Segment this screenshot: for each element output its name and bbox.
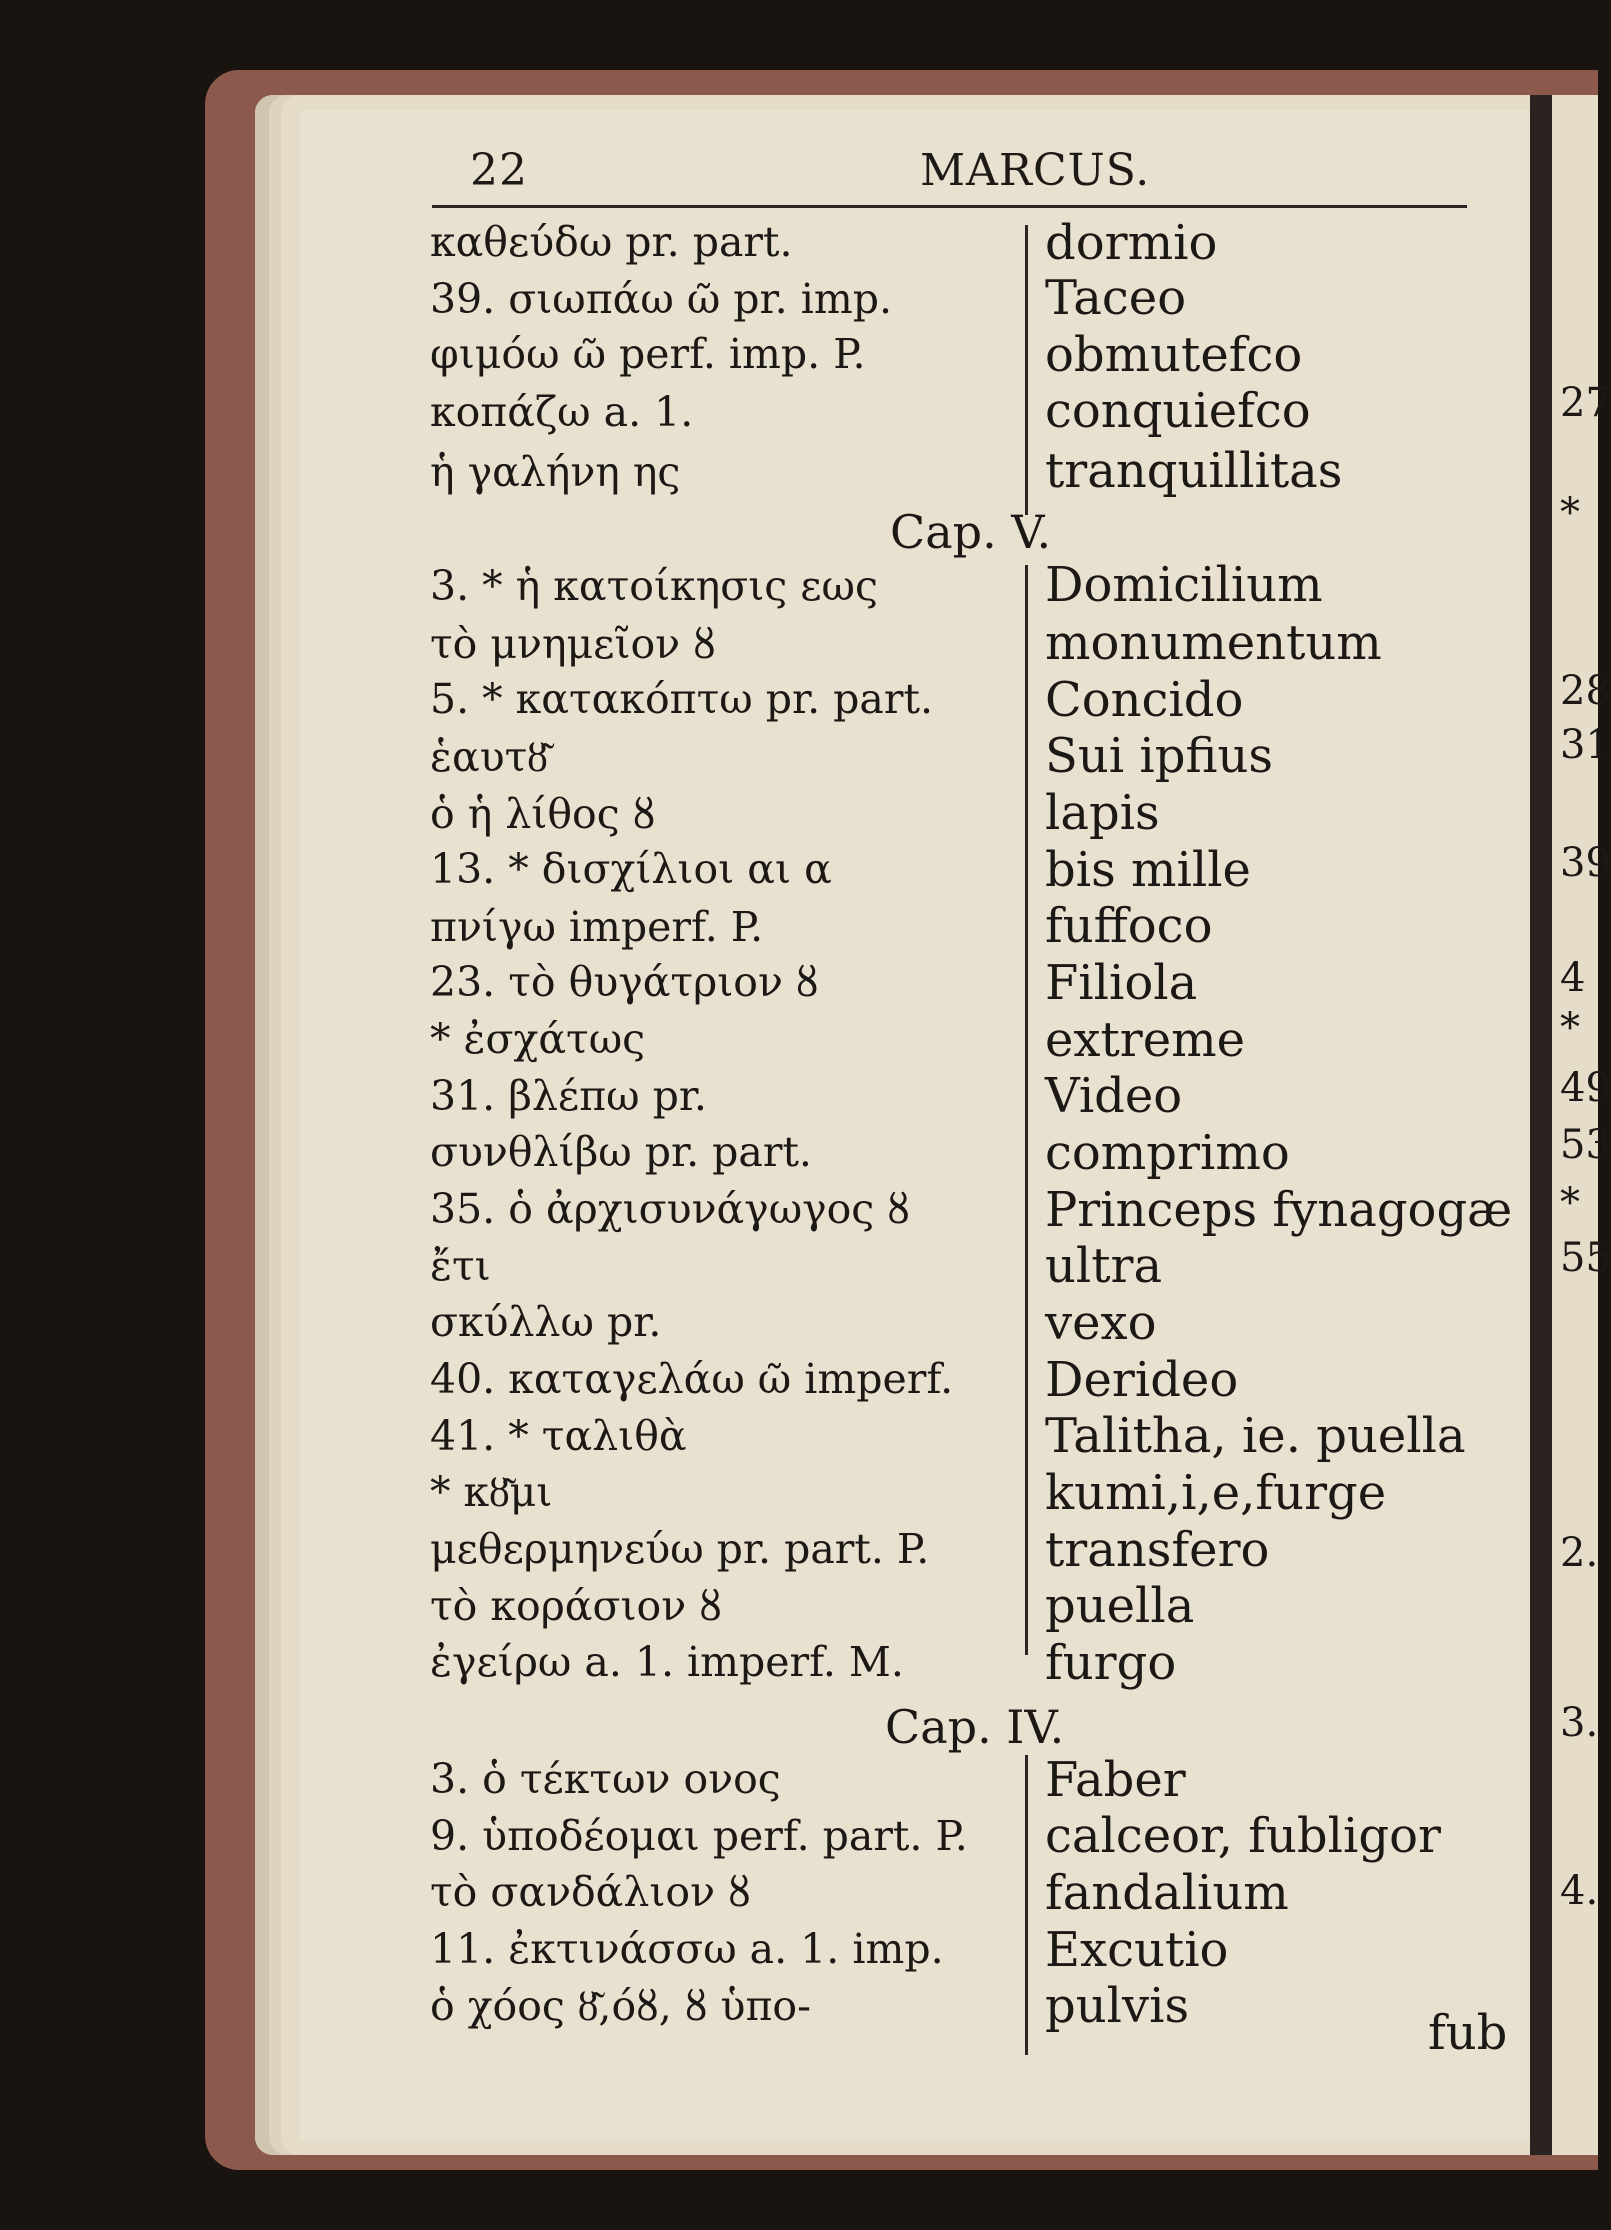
latin-gloss: obmutefco [1045,327,1303,383]
column-rule [1025,565,1028,1655]
greek-term: ἐγείρω a. 1. imperf. M. [430,1638,904,1686]
latin-gloss: conquiefco [1045,383,1311,439]
greek-term: 3. ὁ τέκτων ονος [430,1755,781,1803]
latin-gloss: Excutio [1045,1922,1229,1978]
latin-gloss: monumentum [1045,615,1382,671]
latin-gloss: Princeps fynagogæ [1045,1182,1513,1238]
greek-term: φιμόω ῶ perf. imp. P. [430,330,866,378]
next-page-fragment: * [1560,490,1580,536]
latin-gloss: lapis [1045,785,1160,841]
latin-gloss: dormio [1045,215,1218,271]
latin-gloss: bis mille [1045,842,1251,898]
greek-term: 40. καταγελάω ῶ imperf. [430,1355,954,1403]
greek-term: 5. * κατακόπτω pr. part. [430,675,933,723]
latin-gloss: comprimo [1045,1125,1290,1181]
greek-term: * ἐσχάτως [430,1015,646,1063]
latin-gloss: Taceo [1045,270,1187,326]
latin-gloss: puella [1045,1578,1195,1634]
greek-term: πνίγω imperf. P. [430,903,764,951]
latin-gloss: Concido [1045,672,1244,728]
greek-term: ὁ ἡ λίθος ȣ [430,790,656,838]
greek-term: 39. σιωπάω ῶ pr. imp. [430,275,892,323]
greek-term: 11. ἐκτινάσσω a. 1. imp. [430,1925,944,1973]
next-page-fragment: 3. [1560,1700,1599,1746]
greek-term: τὸ σανδάλιον ȣ [430,1868,751,1916]
page-title: MARCUS. [920,145,1151,196]
next-page-fragment: 4. [1560,1868,1599,1914]
next-page-fragment: 53 [1560,1122,1611,1168]
latin-gloss: transfero [1045,1522,1270,1578]
header-rule [432,205,1467,208]
next-page-fragment: * [1560,1180,1580,1226]
chapter-heading: Cap. V. [890,505,1052,559]
next-page-fragment: 31 [1560,722,1611,768]
latin-gloss: vexo [1045,1295,1157,1351]
latin-gloss: Talitha, ie. puella [1045,1408,1466,1464]
greek-term: 23. τὸ θυγάτριον ȣ [430,958,819,1006]
latin-gloss: Derideo [1045,1352,1239,1408]
greek-term: τὸ κοράσιον ȣ [430,1582,722,1630]
greek-term: ἡ γαλήνη ης [430,448,681,496]
latin-gloss: ultra [1045,1238,1163,1294]
greek-term: 35. ὁ ἀρχισυνάγωγος ȣ [430,1185,910,1233]
greek-term: τὸ μνημεῖον ȣ [430,620,716,668]
next-page-fragment: 55 [1560,1235,1611,1281]
latin-gloss: pulvis [1045,1978,1190,2034]
latin-gloss: fuffoco [1045,898,1213,954]
greek-term: ἑαυτȣ͂ [430,733,548,781]
latin-gloss: Domicilium [1045,557,1323,613]
latin-gloss: Faber [1045,1752,1186,1808]
latin-gloss: extreme [1045,1012,1246,1068]
next-page-fragment: * [1560,1005,1580,1051]
chapter-heading: Cap. IV. [885,1700,1065,1754]
column-rule [1025,225,1028,515]
latin-gloss: calceor, fubligor [1045,1808,1441,1864]
next-page-fragment: 4 [1560,955,1586,1001]
next-page-fragment: 39 [1560,840,1611,886]
next-page-fragment: 2. [1560,1530,1599,1576]
catchword: fub [1428,2005,1508,2061]
greek-term: μεθερμηνεύω pr. part. P. [430,1525,930,1573]
greek-term: 9. ὑποδέομαι perf. part. P. [430,1812,968,1860]
greek-term: ἔτι [430,1242,491,1290]
greek-term: * κȣ͂μι [430,1468,553,1516]
latin-gloss: kumi,i,e,furge [1045,1465,1387,1521]
latin-gloss: Sui ipfius [1045,728,1274,784]
greek-term: 41. * ταλιθὰ [430,1412,687,1460]
next-page-fragment: 28 [1560,668,1611,714]
next-page-fragment: 27 [1560,380,1611,426]
greek-term: ὁ χόος ȣ͂,όȣ, ȣ ὑπο- [430,1982,811,2030]
latin-gloss: fandalium [1045,1865,1289,1921]
column-rule [1025,1755,1028,2055]
greek-term: καθεύδω pr. part. [430,218,793,266]
greek-term: συνθλίβω pr. part. [430,1128,812,1176]
page-number: 22 [470,145,528,196]
greek-term: 31. βλέπω pr. [430,1072,707,1120]
greek-term: κοπάζω a. 1. [430,388,694,436]
greek-term: 13. * δισχίλιοι αι α [430,845,832,893]
book-gutter [1530,95,1552,2155]
latin-gloss: furgo [1045,1635,1177,1691]
next-page-fragment: 49 [1560,1065,1611,1111]
latin-gloss: Video [1045,1068,1183,1124]
latin-gloss: tranquillitas [1045,443,1343,499]
latin-gloss: Filiola [1045,955,1198,1011]
greek-term: 3. * ἡ κατοίκησις εως [430,562,878,610]
greek-term: σκύλλω pr. [430,1298,662,1346]
